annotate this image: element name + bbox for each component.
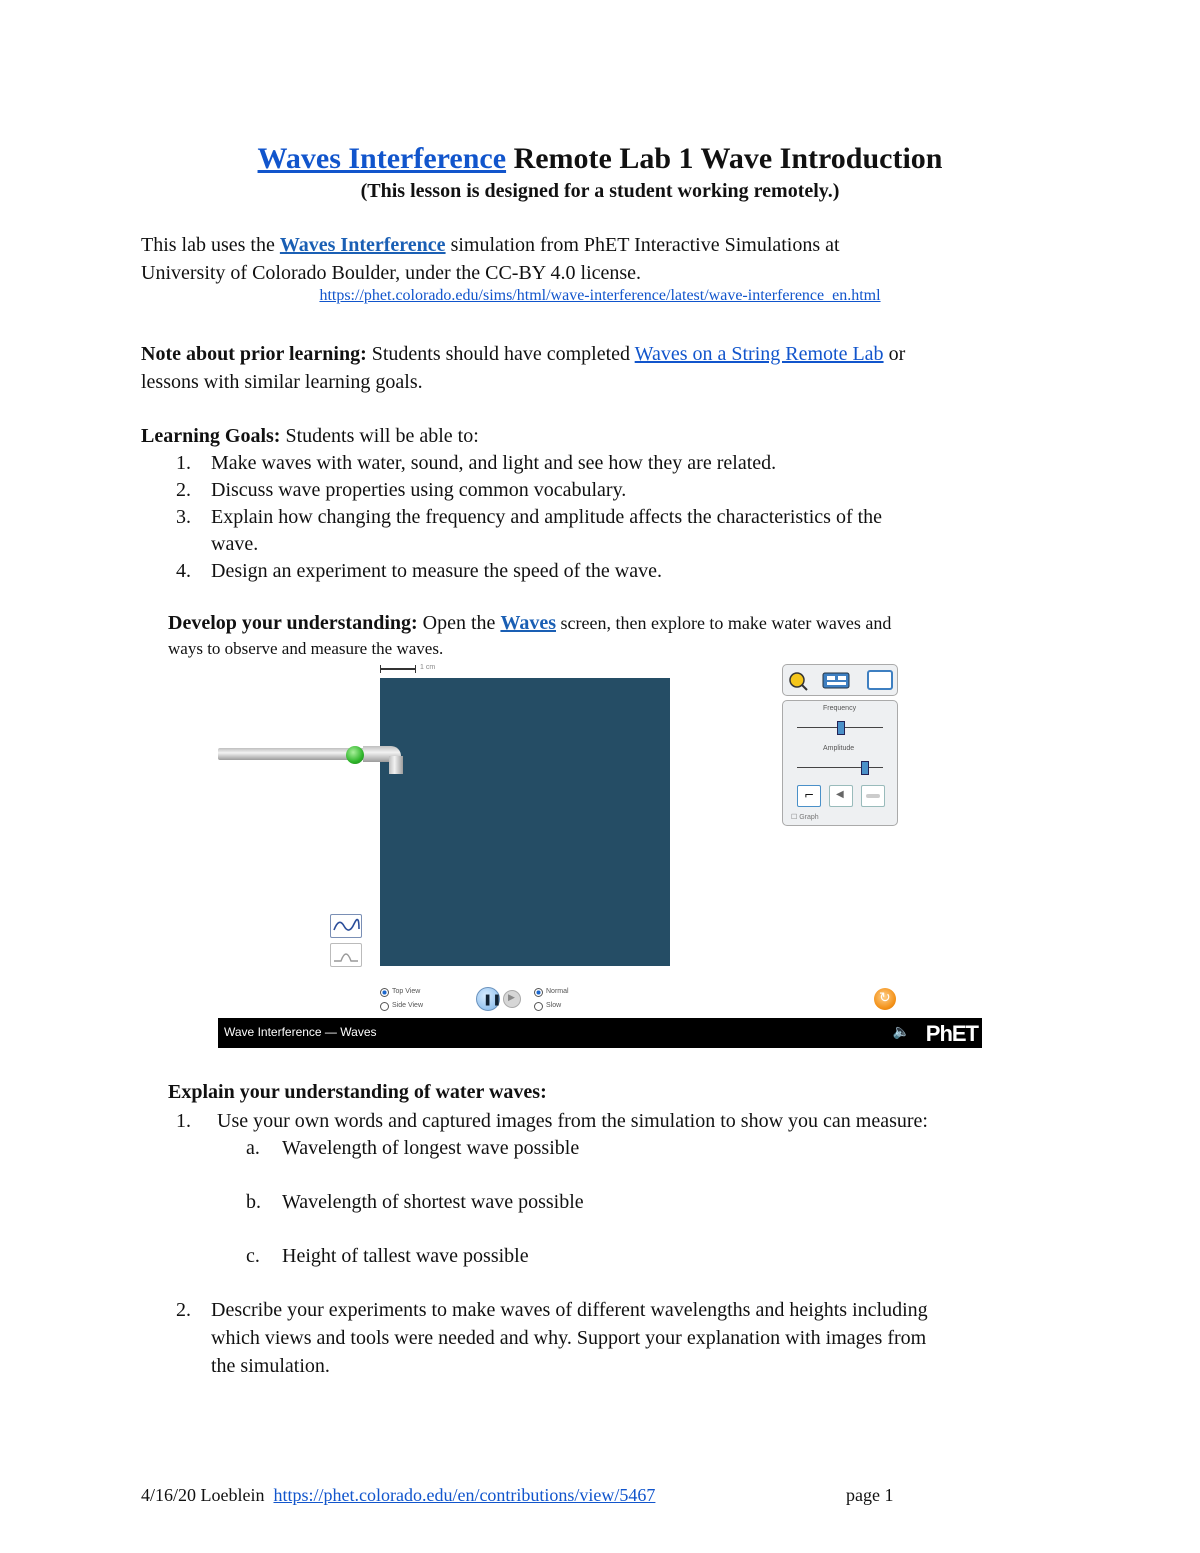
list-text: wave. [211, 533, 259, 555]
faucet-spout [389, 756, 403, 774]
explain-heading: Explain your understanding of water waves: [168, 1081, 547, 1103]
question-line: which views and tools were needed and why. Support your explanation with images from [211, 1327, 927, 1349]
list-item [176, 450, 1076, 477]
scale-label: 1 cm [420, 664, 436, 671]
sub-letter: a. [246, 1137, 260, 1159]
list-text: Discuss wave properties using common vocabulary. [211, 479, 627, 501]
list-item [176, 531, 1076, 558]
develop-text2: screen, then explore to make water waves and [556, 613, 892, 633]
prior-text: Students should have completed [366, 343, 635, 365]
list-text: Design an experiment to measure the speed of the wave. [211, 560, 662, 582]
list-item [176, 477, 1076, 504]
question-text [211, 1296, 928, 1380]
wave-view-button[interactable] [330, 914, 362, 938]
frequency-thumb[interactable] [837, 721, 845, 735]
pause-button[interactable] [476, 987, 500, 1011]
waves-screen-link[interactable]: Waves [500, 612, 556, 634]
reset-icon: ↻ [879, 990, 891, 1006]
list-number: 3. [176, 506, 191, 528]
prior-line2: lessons with similar learning goals. [141, 371, 423, 393]
pulse-icon [331, 944, 361, 966]
reset-all-button[interactable] [874, 988, 896, 1010]
question-line: the simulation. [211, 1355, 330, 1377]
question-line: Describe your experiments to make waves of different wavelengths and heights including [211, 1299, 928, 1321]
pause-icon: ❚❚ [483, 993, 502, 1006]
title-text: Remote Lab 1 Wave Introduction [506, 142, 943, 175]
tools-icons [783, 665, 897, 695]
sim-url-row [0, 287, 1200, 305]
prior-learning [141, 340, 905, 396]
phet-logo[interactable]: PhET [925, 1021, 978, 1046]
sub-text: Wavelength of longest wave possible [282, 1137, 580, 1159]
side-view-label: Side View [392, 1002, 424, 1009]
question-text: Use your own words and captured images from the simulation to show you can measure: [217, 1110, 928, 1132]
footer-date: 4/16/20 Loeblein [141, 1485, 265, 1505]
faucet-knob[interactable] [346, 746, 364, 764]
slow-speed-radio[interactable] [534, 1002, 543, 1011]
water-area [380, 678, 670, 966]
intro-sim-link[interactable]: Waves Interference [279, 234, 446, 256]
step-button[interactable] [503, 990, 521, 1008]
normal-speed-radio[interactable] [534, 988, 543, 997]
title-link[interactable]: Waves Interference [257, 142, 507, 175]
list-number: 1. [176, 452, 191, 474]
develop-paragraph [168, 610, 891, 662]
graph-checkbox-label[interactable]: ☐ Graph [791, 814, 819, 821]
laser-icon [866, 794, 880, 798]
intro-line2: University of Colorado Boulder, under the CC-BY 4.0 license. [141, 262, 642, 284]
sub-text: Wavelength of shortest wave possible [282, 1191, 584, 1213]
pulse-view-button[interactable] [330, 943, 362, 967]
speaker-icon: ◀ [836, 789, 844, 800]
measure-scale [380, 668, 416, 670]
sim-title: Wave Interference — Waves [224, 1025, 377, 1039]
frequency-label: Frequency [823, 705, 857, 712]
amplitude-thumb[interactable] [861, 761, 869, 775]
question-number: 2. [176, 1299, 191, 1321]
footer [141, 1485, 655, 1506]
control-panel [782, 700, 898, 826]
slow-speed-label: Slow [546, 1002, 562, 1009]
list-item [176, 558, 1076, 585]
graph-label: Graph [799, 814, 819, 821]
list-text: Make waves with water, sound, and light and see how they are related. [211, 452, 777, 474]
list-text: Explain how changing the frequency and amplitude affects the characteristics of the [211, 506, 883, 528]
prior-label: Note about prior learning: [141, 343, 367, 365]
page-number: page 1 [846, 1485, 894, 1505]
faucet-icon: ⌐ [804, 788, 815, 802]
list-item [176, 504, 1076, 531]
sub-letter: c. [246, 1245, 260, 1267]
sim-url-link[interactable]: https://phet.colorado.edu/sims/html/wave-interference/latest/wave-interference_en.html [319, 287, 881, 304]
water-scene-button[interactable] [797, 785, 821, 807]
top-view-label: Top View [392, 988, 421, 995]
page-title [0, 142, 1200, 176]
sound-scene-button[interactable] [829, 785, 853, 807]
sound-toggle-icon[interactable]: 🔈 [892, 1025, 910, 1040]
develop-line2: ways to observe and measure the waves. [168, 639, 444, 658]
amplitude-label: Amplitude [823, 745, 855, 752]
sim-nav-bar [218, 1018, 982, 1048]
sub-text: Height of tallest wave possible [282, 1245, 529, 1267]
step-icon: ▶ [508, 993, 515, 1003]
amplitude-slider[interactable] [797, 767, 883, 768]
top-view-radio[interactable] [380, 988, 389, 997]
footer-link[interactable]: https://phet.colorado.edu/en/contributions/view/5467 [273, 1485, 656, 1505]
tool-panel [782, 664, 898, 696]
develop-label: Develop your understanding: [168, 612, 418, 634]
list-number: 4. [176, 560, 191, 582]
sub-letter: b. [246, 1191, 261, 1213]
develop-text: Open the [417, 612, 501, 634]
prior-text2: or [883, 343, 906, 365]
list-number: 2. [176, 479, 191, 501]
sim-screenshot [218, 662, 982, 1048]
page-subtitle: (This lesson is designed for a student working remotely.) [360, 180, 840, 202]
goals-text: Students will be able to: [280, 425, 479, 447]
wave-icon [331, 915, 361, 937]
normal-speed-label: Normal [546, 988, 569, 995]
learning-goals-heading [141, 422, 479, 450]
intro-prefix: This lab uses the [141, 234, 280, 256]
side-view-radio[interactable] [380, 1002, 389, 1011]
light-scene-button[interactable] [861, 785, 885, 807]
intro-suffix: simulation from PhET Interactive Simulations at [445, 234, 840, 256]
intro-paragraph [141, 231, 840, 287]
learning-goals-list [176, 450, 1076, 585]
question-number: 1. [176, 1110, 191, 1132]
goals-label: Learning Goals: [141, 425, 281, 447]
waves-on-string-link[interactable]: Waves on a String Remote Lab [634, 343, 884, 365]
